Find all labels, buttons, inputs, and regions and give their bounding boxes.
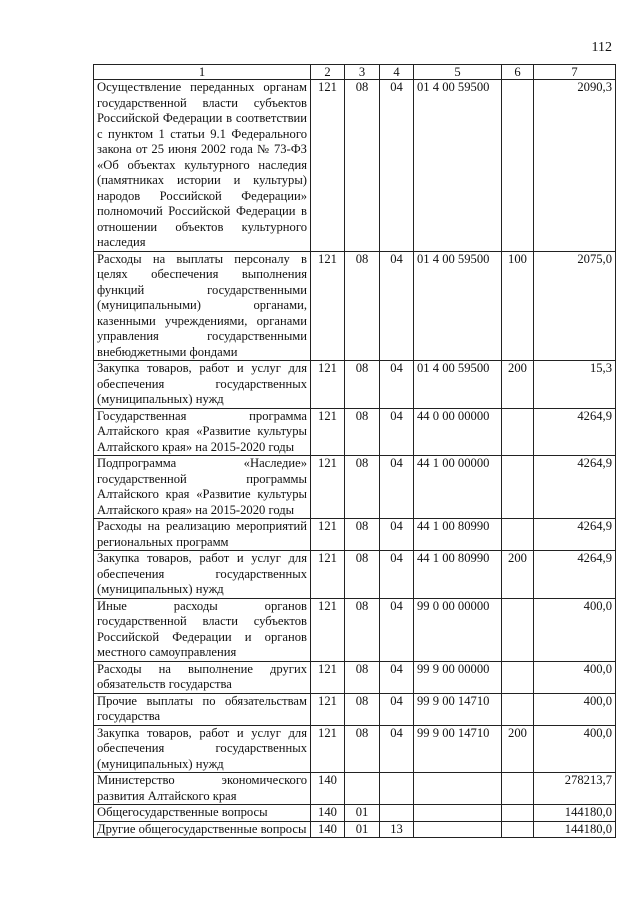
target-article-cell: 99 9 00 14710 (414, 725, 502, 773)
target-article-cell: 44 1 00 00000 (414, 456, 502, 519)
section-code-cell: 08 (345, 661, 380, 693)
target-article-cell: 01 4 00 59500 (414, 80, 502, 252)
column-header: 1 (94, 65, 311, 80)
table-row (94, 361, 616, 409)
table-row (94, 456, 616, 519)
table-body (94, 80, 616, 838)
subsection-code-cell: 04 (380, 598, 414, 661)
amount-cell: 400,0 (534, 598, 616, 661)
target-article-cell: 44 1 00 80990 (414, 519, 502, 551)
expense-type-cell (502, 693, 534, 725)
expense-type-cell (502, 408, 534, 456)
ministry-code-cell: 121 (311, 408, 345, 456)
target-article-cell: 99 9 00 00000 (414, 661, 502, 693)
subsection-code-cell: 04 (380, 408, 414, 456)
page-number: 112 (591, 40, 612, 55)
target-article-cell (414, 821, 502, 838)
expense-type-cell: 200 (502, 725, 534, 773)
ministry-code-cell: 121 (311, 80, 345, 252)
amount-cell: 2090,3 (534, 80, 616, 252)
column-header: 2 (311, 65, 345, 80)
ministry-code-cell: 121 (311, 456, 345, 519)
expense-type-cell (502, 821, 534, 838)
table-row (94, 693, 616, 725)
section-code-cell: 08 (345, 408, 380, 456)
column-header: 7 (534, 65, 616, 80)
expense-type-cell (502, 519, 534, 551)
table-row (94, 725, 616, 773)
column-header: 6 (502, 65, 534, 80)
section-code-cell: 08 (345, 361, 380, 409)
row-name-cell: Расходы на выплаты персоналу в целях обеспечения выполнения функций государственными (муниципальными) органами, казенными учреждениями, органами управления государственными внебюджетными фондами (94, 251, 311, 361)
row-name-cell: Прочие выплаты по обязательствам государства (94, 693, 311, 725)
ministry-code-cell: 121 (311, 661, 345, 693)
ministry-code-cell: 121 (311, 361, 345, 409)
subsection-code-cell: 13 (380, 821, 414, 838)
subsection-code-cell (380, 805, 414, 822)
table-row (94, 408, 616, 456)
amount-cell: 4264,9 (534, 519, 616, 551)
budget-table (93, 64, 616, 838)
subsection-code-cell: 04 (380, 519, 414, 551)
ministry-code-cell: 121 (311, 693, 345, 725)
table-row (94, 251, 616, 361)
section-code-cell: 08 (345, 80, 380, 252)
amount-cell: 400,0 (534, 693, 616, 725)
amount-cell: 4264,9 (534, 408, 616, 456)
row-name-cell: Закупка товаров, работ и услуг для обеспечения государственных (муниципальных) нужд (94, 725, 311, 773)
ministry-code-cell: 121 (311, 598, 345, 661)
section-code-cell: 08 (345, 456, 380, 519)
column-header: 3 (345, 65, 380, 80)
amount-cell: 4264,9 (534, 551, 616, 599)
subsection-code-cell: 04 (380, 80, 414, 252)
ministry-code-cell: 121 (311, 725, 345, 773)
target-article-cell: 44 0 00 00000 (414, 408, 502, 456)
row-name-cell: Подпрограмма «Наследие» государственной программы Алтайского края «Развитие культуры Алтайского края» на 2015-2020 годы (94, 456, 311, 519)
expense-type-cell: 100 (502, 251, 534, 361)
subsection-code-cell: 04 (380, 551, 414, 599)
amount-cell: 4264,9 (534, 456, 616, 519)
table-row (94, 805, 616, 822)
subsection-code-cell: 04 (380, 693, 414, 725)
expense-type-cell (502, 661, 534, 693)
row-name-cell: Закупка товаров, работ и услуг для обеспечения государственных (муниципальных) нужд (94, 551, 311, 599)
subsection-code-cell: 04 (380, 661, 414, 693)
table-row (94, 661, 616, 693)
subsection-code-cell (380, 773, 414, 805)
expense-type-cell (502, 598, 534, 661)
table-row (94, 80, 616, 252)
target-article-cell (414, 773, 502, 805)
subsection-code-cell: 04 (380, 361, 414, 409)
expense-type-cell (502, 80, 534, 252)
row-name-cell: Осуществление переданных органам государственной власти субъектов Российской Федерации в соответствии с пунктом 1 статьи 9.1 Федерального закона от 25 июня 2002 года № 73-ФЗ «Об объектах культурного наследия (памятниках истории и культуры) народов Российской Федерации» полномочий Российской Федерации в отношении объектов культурного наследия (94, 80, 311, 252)
column-header: 5 (414, 65, 502, 80)
header-row (94, 65, 616, 80)
target-article-cell: 99 9 00 14710 (414, 693, 502, 725)
table-row (94, 519, 616, 551)
amount-cell: 400,0 (534, 661, 616, 693)
subsection-code-cell: 04 (380, 725, 414, 773)
table-row (94, 821, 616, 838)
expense-type-cell (502, 805, 534, 822)
ministry-code-cell: 121 (311, 519, 345, 551)
subsection-code-cell: 04 (380, 456, 414, 519)
row-name-cell: Другие общегосударственные вопросы (94, 821, 311, 838)
column-header: 4 (380, 65, 414, 80)
ministry-code-cell: 121 (311, 551, 345, 599)
amount-cell: 400,0 (534, 725, 616, 773)
subsection-code-cell: 04 (380, 251, 414, 361)
amount-cell: 144180,0 (534, 805, 616, 822)
row-name-cell: Министерство экономического развития Алтайского края (94, 773, 311, 805)
section-code-cell: 01 (345, 805, 380, 822)
row-name-cell: Расходы на выполнение других обязательств государства (94, 661, 311, 693)
amount-cell: 2075,0 (534, 251, 616, 361)
expense-type-cell: 200 (502, 551, 534, 599)
row-name-cell: Расходы на реализацию мероприятий региональных программ (94, 519, 311, 551)
target-article-cell: 99 0 00 00000 (414, 598, 502, 661)
row-name-cell: Общегосударственные вопросы (94, 805, 311, 822)
amount-cell: 278213,7 (534, 773, 616, 805)
ministry-code-cell: 140 (311, 805, 345, 822)
table-row (94, 773, 616, 805)
target-article-cell: 01 4 00 59500 (414, 251, 502, 361)
expense-type-cell (502, 773, 534, 805)
section-code-cell: 08 (345, 725, 380, 773)
section-code-cell: 08 (345, 519, 380, 551)
ministry-code-cell: 140 (311, 773, 345, 805)
section-code-cell: 08 (345, 251, 380, 361)
table-row (94, 598, 616, 661)
section-code-cell: 08 (345, 693, 380, 725)
row-name-cell: Иные расходы органов государственной власти субъектов Российской Федерации и органов местного самоуправления (94, 598, 311, 661)
row-name-cell: Государственная программа Алтайского края «Развитие культуры Алтайского края» на 2015-2020 годы (94, 408, 311, 456)
section-code-cell: 01 (345, 821, 380, 838)
expense-type-cell: 200 (502, 361, 534, 409)
amount-cell: 144180,0 (534, 821, 616, 838)
section-code-cell (345, 773, 380, 805)
target-article-cell: 44 1 00 80990 (414, 551, 502, 599)
amount-cell: 15,3 (534, 361, 616, 409)
table-row (94, 551, 616, 599)
ministry-code-cell: 140 (311, 821, 345, 838)
expense-type-cell (502, 456, 534, 519)
ministry-code-cell: 121 (311, 251, 345, 361)
section-code-cell: 08 (345, 598, 380, 661)
target-article-cell: 01 4 00 59500 (414, 361, 502, 409)
row-name-cell: Закупка товаров, работ и услуг для обеспечения государственных (муниципальных) нужд (94, 361, 311, 409)
section-code-cell: 08 (345, 551, 380, 599)
target-article-cell (414, 805, 502, 822)
